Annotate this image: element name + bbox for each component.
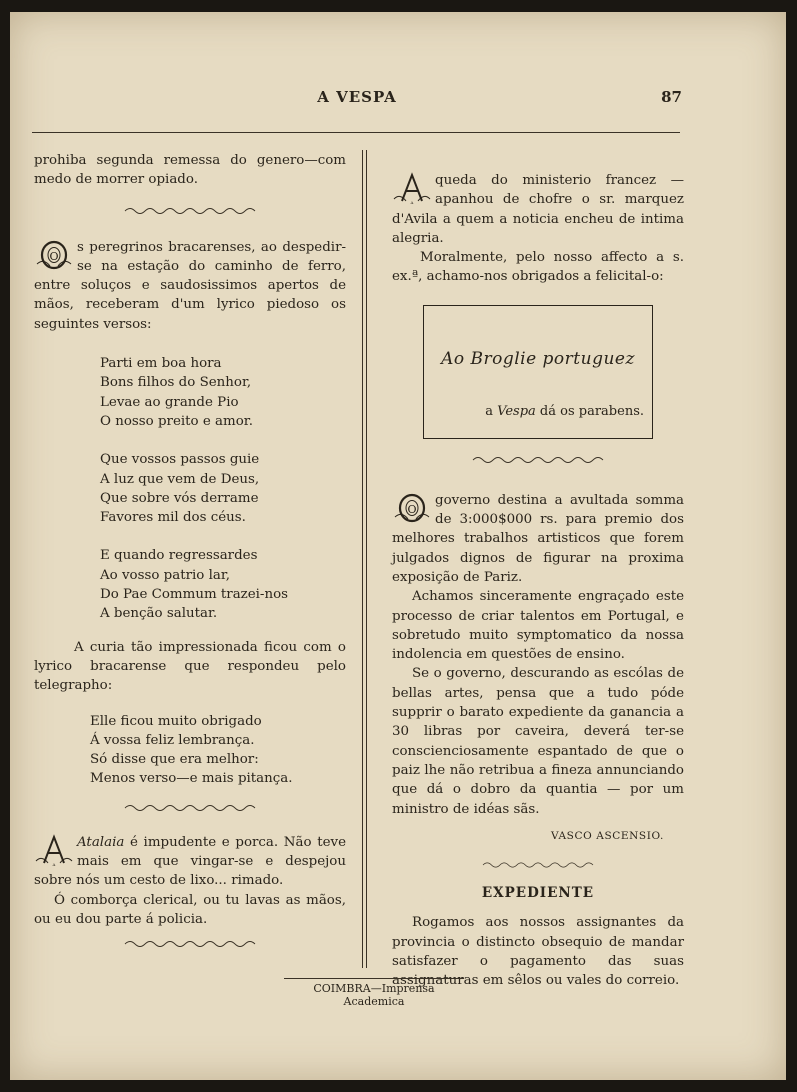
stanza-break <box>100 527 346 546</box>
verse-line: Parti em boa hora <box>100 356 222 372</box>
verse-line: Menos verso—e mais pitança. <box>90 771 293 787</box>
ornate-initial-o-right <box>392 491 432 525</box>
paragraph-moralmente: Moralmente, pelo nosso affecto a s. ex.ª, achamo-nos obrigados a felicital-o: <box>392 250 684 285</box>
paragraph-se-o-governo: Se o governo, descurando as escólas de bellas artes, pensa que a tudo póde supprir o barato expediente da ganancia a 30 libras por caveira, deverá ter-se conscienciosamente espantado de que o paiz lhe não retribua a fineza annunciando que dá o dobro da quantia — por um ministro de idéas sãs. <box>392 666 684 817</box>
column-divider <box>362 150 363 968</box>
paragraph-opiado: prohiba segunda remessa do genero—com medo de morrer opiado. <box>34 153 346 188</box>
paragraph-ministerio <box>392 171 684 248</box>
box-script-title: Ao Broglie portuguez <box>441 348 635 369</box>
svg-text:O: O <box>407 502 417 516</box>
paragraph-rogamos: Rogamos aos nossos assignantes da provincia o distincto obsequio de mandar satisfazer o pagamento das suas assignaturas em sêlos ou vales do correio. <box>392 915 684 989</box>
ornament-divider <box>125 206 255 216</box>
box-credit: a Vespa dá os parabens. <box>485 403 644 419</box>
ornament-divider-three <box>125 939 255 949</box>
verse-line: Que sobre vós derrame <box>100 490 259 506</box>
verse-poem-second <box>34 712 346 789</box>
verse-line: A benção salutar. <box>100 606 218 622</box>
paragraph-curia: A curia tão impressionada ficou com o lyrico bracarense que respondeu pelo telegrapho: <box>34 639 346 694</box>
verse-line: Favores mil dos céus. <box>100 510 246 526</box>
verse-poem-first <box>34 354 346 624</box>
section-title-expediente: EXPEDIENTE <box>481 885 595 902</box>
verse-line: Bons filhos do Senhor, <box>100 375 252 391</box>
ornament-divider-two <box>125 803 255 813</box>
ornate-initial-a <box>34 833 74 867</box>
verse-line: Do Pae Commum trazei-nos <box>100 587 289 603</box>
paragraph-comborca: Ó comborça clerical, ou tu lavas as mãos, ou eu dou parte á policia. <box>34 892 346 927</box>
verse-line: Elle ficou muito obrigado <box>90 713 262 729</box>
page-number: 87 <box>661 88 682 106</box>
left-column <box>34 151 346 949</box>
ministerio-text: queda do ministerio francez — apanhou de chofre o sr. marquez d'Avila a quem a noticia encheu de intima alegria. <box>392 173 684 246</box>
column-divider-second-line <box>366 150 367 968</box>
peregrinos-text: s peregrinos bracarenses, ao despedir-se na estação do caminho de ferro, entre soluços e saudosissimos apertos de mãos, receberam d'um lyrico piedoso os seguintes versos: <box>34 239 346 332</box>
verse-line: O nosso preito e amor. <box>100 413 253 429</box>
ornate-initial-o <box>34 238 74 272</box>
congratulations-box <box>423 305 653 439</box>
atalaia-name: Atalaia <box>77 834 125 850</box>
author-signature: VASCO ASCENSIO. <box>551 829 664 842</box>
verse-line: A luz que vem de Deus, <box>100 471 260 487</box>
verse-line: Levae ao grande Pio <box>100 394 239 410</box>
verse-line: Só disse que era melhor: <box>90 752 259 768</box>
governo-text: governo destina a avultada somma de 3:000$000 rs. para premio dos melhores trabalhos artisticos que forem julgados dignos de figurar na proxima exposição de Pariz. <box>392 492 684 585</box>
paragraph-atalaia <box>34 833 346 891</box>
ornament-divider-right <box>473 455 603 465</box>
verse-line: Ao vosso patrio lar, <box>100 567 231 583</box>
page-title: A VESPA <box>317 88 397 106</box>
ornament-divider-right-two <box>483 860 593 870</box>
svg-text:A: A <box>52 861 56 867</box>
atalaia-text: é impudente e porca. Não teve mais em que vingar-se e despejou sobre nós um cesto de lixo... rimado. <box>34 834 346 889</box>
page-header <box>32 88 682 116</box>
ornate-initial-a-right <box>392 171 432 205</box>
vespa-name: Vespa <box>497 403 536 419</box>
stanza-break <box>100 431 346 450</box>
paragraph-achamos: Achamos sinceramente engraçado este processo de criar talentos em Portugal, e sobretudo muito symptomatico da nossa indolencia em questões de ensino. <box>392 589 684 663</box>
svg-text:A: A <box>410 200 414 205</box>
svg-text:O: O <box>49 249 59 263</box>
verse-line: E quando regressardes <box>100 548 258 564</box>
verse-line: Á vossa feliz lembrança. <box>90 732 255 748</box>
right-column <box>392 171 684 991</box>
imprint-footer: COIMBRA—Imprensa Academica <box>284 978 464 1008</box>
header-rule <box>32 132 680 133</box>
verse-line: Que vossos passos guie <box>100 452 260 468</box>
paragraph-governo <box>392 491 684 587</box>
newspaper-page <box>10 12 786 1080</box>
paragraph-peregrinos <box>34 238 346 334</box>
